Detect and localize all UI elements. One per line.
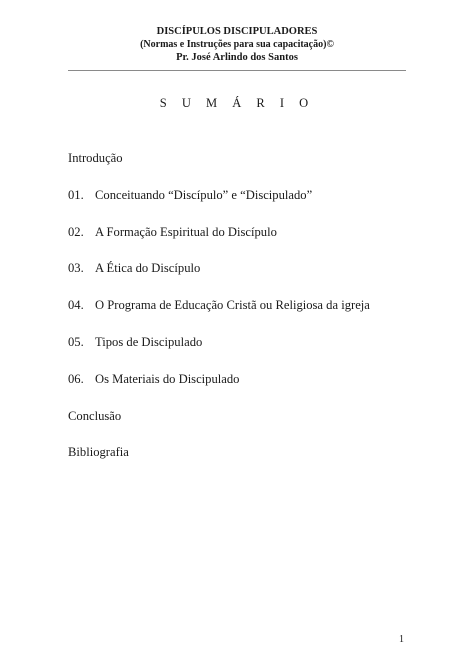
document-header (0, 25, 474, 64)
toc-item-bibliografia (68, 445, 418, 482)
toc-item-06 (68, 372, 418, 409)
table-of-contents (68, 151, 418, 482)
page-number: 1 (399, 634, 404, 645)
toc-item-05 (68, 335, 418, 372)
toc-item-introducao (68, 151, 418, 188)
toc-item-04 (68, 298, 418, 335)
toc-item-number: 02. (68, 224, 84, 239)
toc-item-label: Tipos de Discipulado (95, 334, 203, 349)
document-title: DISCÍPULOS DISCIPULADORES (156, 26, 318, 37)
toc-item-label: O Programa de Educação Cristã ou Religiosa da igreja (95, 298, 370, 313)
toc-item-label: Conceituando “Discípulo” e “Discipulado” (95, 187, 313, 202)
toc-item-number: 04. (68, 298, 84, 313)
document-subtitle: (Normas e Instruções para sua capacitação)© (140, 39, 334, 50)
document-author: Pr. José Arlindo dos Santos (176, 52, 298, 63)
toc-item-conclusao (68, 409, 418, 446)
contents-title: S U M Á R I O (159, 96, 315, 110)
toc-item-label: Bibliografia (68, 445, 129, 460)
toc-item-label: Introdução (68, 151, 123, 165)
toc-item-number: 01. (68, 187, 84, 202)
toc-item-label: Conclusão (68, 408, 122, 423)
toc-item-number: 06. (68, 371, 84, 386)
toc-item-label: A Formação Espiritual do Discípulo (95, 224, 277, 239)
toc-item-03 (68, 261, 418, 298)
toc-item-label: A Ética do Discípulo (95, 261, 201, 276)
header-divider (68, 70, 406, 71)
toc-item-01 (68, 188, 418, 225)
toc-item-02 (68, 225, 418, 262)
toc-item-label: Os Materiais do Discipulado (95, 371, 240, 386)
toc-item-number: 05. (68, 334, 84, 349)
toc-item-number: 03. (68, 261, 84, 276)
